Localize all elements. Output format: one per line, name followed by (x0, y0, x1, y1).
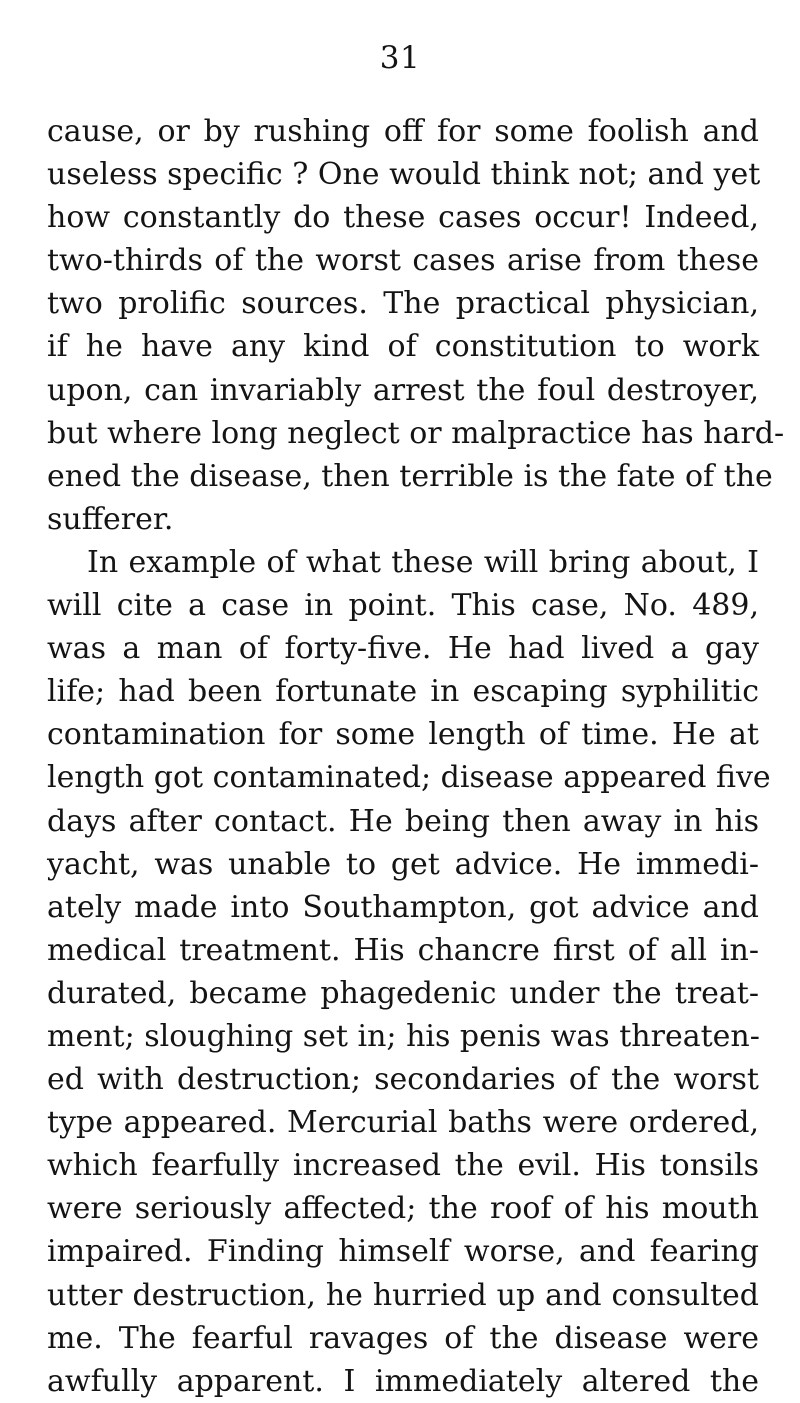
text-line: medical treatment. His chancre first of all in- (47, 932, 759, 968)
text-line: length got contaminated; disease appeared five (47, 760, 771, 796)
text-line: utter destruction, he hurried up and consulted (47, 1277, 759, 1313)
text-line: yacht, was unable to get advice. He immedi- (47, 846, 759, 882)
text-line: will cite a case in point. This case, No. 489, (47, 588, 759, 624)
text-line: ment; sloughing set in; his penis was threaten- (47, 1018, 760, 1054)
text-line: contamination for some length of time. He at (47, 717, 759, 753)
text-line: awfully apparent. I immediately altered the (47, 1363, 759, 1399)
text-line: life; had been fortunate in escaping syphilitic (47, 674, 759, 710)
text-line: useless specific ? One would think not; and yet (47, 157, 761, 193)
text-line: how constantly do these cases occur! Indeed, (47, 200, 759, 236)
text-line: were seriously affected; the roof of his mouth (47, 1191, 759, 1227)
text-line: cause, or by rushing off for some foolish and (47, 114, 759, 149)
text-line: type appeared. Mercurial baths were ordered, (47, 1105, 759, 1141)
text-line: ately made into Southampton, got advice and (47, 889, 759, 925)
page-number: 31 (379, 40, 421, 76)
text-line: ened the disease, then terrible is the fate of the (47, 458, 773, 494)
text-line: which fearfully increased the evil. His tonsils (47, 1148, 759, 1184)
text-line: was a man of forty-five. He had lived a gay (47, 631, 759, 667)
body-text (47, 110, 785, 1403)
text-line: In example of what these will bring about, I (87, 544, 759, 580)
text-line: two-thirds of the worst cases arise from these (47, 243, 759, 279)
text-line: days after contact. He being then away in his (47, 803, 759, 839)
text-line: durated, became phagedenic under the treat- (47, 975, 759, 1011)
text-line: upon, can invariably arrest the foul destroyer, (47, 372, 759, 408)
text-line: me. The fearful ravages of the disease were (47, 1320, 759, 1356)
text-line: if he have any kind of constitution to work (47, 329, 759, 365)
text-line: sufferer. (47, 501, 174, 537)
text-line: ed with destruction; secondaries of the worst (47, 1062, 759, 1098)
text-line: but where long neglect or malpractice has hard- (47, 415, 785, 451)
text-line: two prolific sources. The practical physician, (47, 286, 759, 322)
text-line: impaired. Finding himself worse, and fearing (47, 1234, 759, 1270)
